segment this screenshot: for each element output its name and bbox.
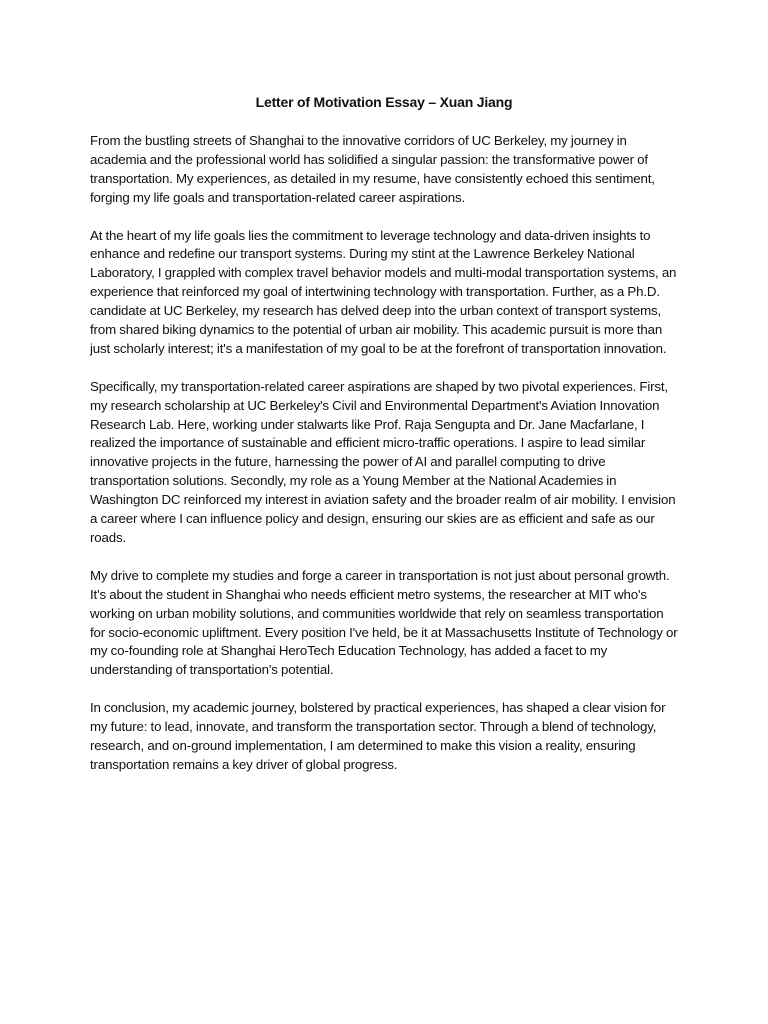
paragraph-2: At the heart of my life goals lies the commitment to leverage technology and data-driven insights to enhance and redefine our transport systems. During my stint at the Lawrence Berkeley National Laboratory, I grappled with complex travel behavior models and multi-modal transportation systems, an experience that reinforced my goal of intertwining technology with transportation. Further, as a Ph.D. candidate at UC Berkeley, my research has delved deep into the urban context of transport systems, from shared biking dynamics to the potential of urban air mobility. This academic pursuit is more than just scholarly interest; it's a manifestation of my goal to be at the forefront of transportation innovation. xyxy=(90,227,677,356)
paragraph-4: My drive to complete my studies and forge a career in transportation is not just about personal growth. It's about the student in Shanghai who needs efficient metro systems, the researcher at MIT who's working on urban mobility solutions, and communities worldwide that rely on seamless transportation for socio-economic upliftment. Every position I've held, be it at Massachusetts Institute of Technology or my co-founding role at Shanghai HeroTech Education Technology, has added a facet to my understanding of transportation's potential. xyxy=(90,567,678,678)
document-body xyxy=(90,132,678,794)
paragraph-5: In conclusion, my academic journey, bolstered by practical experiences, has shaped a clear vision for my future: to lead, innovate, and transform the transportation sector. Through a blend of technology, research, and on-ground implementation, I am determined to make this vision a reality, ensuring transportation remains a key driver of global progress. xyxy=(90,700,666,772)
document-title: Letter of Motivation Essay – Xuan Jiang xyxy=(255,94,513,110)
paragraph-3: Specifically, my transportation-related career aspirations are shaped by two pivotal experiences. First, my research scholarship at UC Berkeley's Civil and Environmental Department's Aviation Innovation Research Lab. Here, working under stalwarts like Prof. Raja Sengupta and Dr. Jane Macfarlane, I realized the importance of sustainable and efficient micro-traffic operations. I aspire to lead similar innovative projects in the future, harnessing the power of AI and parallel computing to drive transportation solutions. Secondly, my role as a Young Member at the National Academies in Washington DC reinforced my interest in aviation safety and the broader realm of air mobility. I envision a career where I can influence policy and design, ensuring our skies are as efficient and safe as our roads. xyxy=(90,378,676,545)
paragraph-1: From the bustling streets of Shanghai to the innovative corridors of UC Berkeley, my journey in academia and the professional world has solidified a singular passion: the transformative power of transportation. My experiences, as detailed in my resume, have consistently echoed this sentiment, forging my life goals and transportation-related career aspirations. xyxy=(90,133,655,205)
